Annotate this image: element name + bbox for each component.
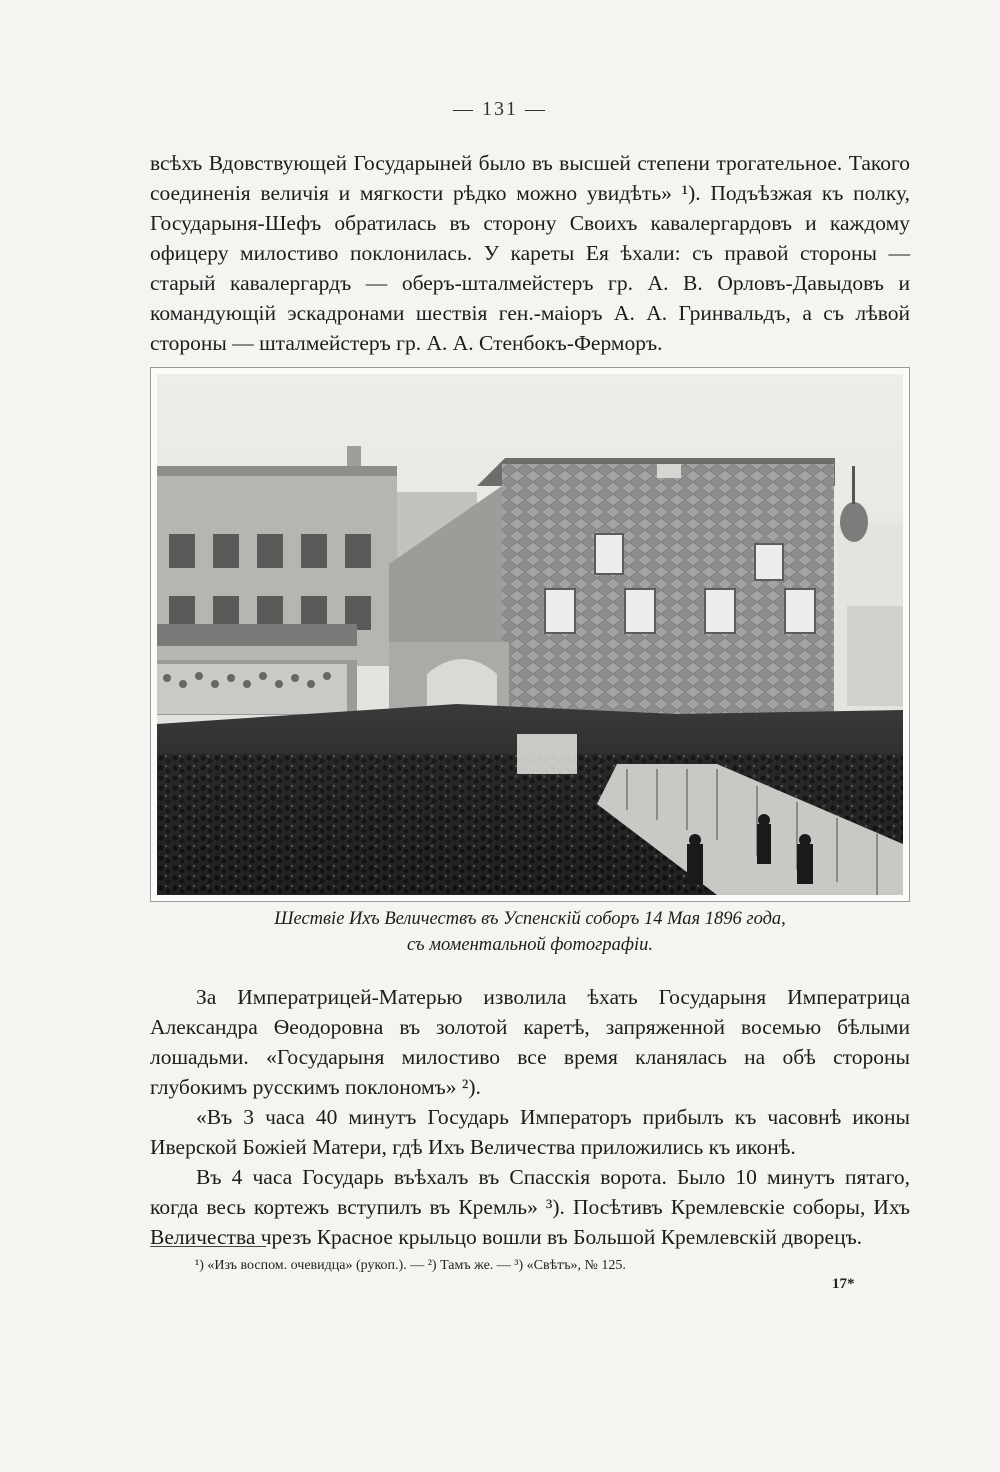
paragraph: Въ 4 часа Государь въѣхалъ въ Спасскія ворота. Было 10 минутъ пятаго, когда весь кортежъ вступилъ въ Кремль» ³). Посѣтивъ Кремлевскіе соборы, Ихъ Величества чрезъ Красное крыльцо вошли въ Большой Кремлевскій дворецъ. [150, 1165, 910, 1249]
footnotes: ¹) «Изъ воспом. очевидца» (рукоп.). — ²) Тамъ же. — ³) «Свѣтъ», № 125. [195, 1258, 626, 1273]
paragraph: За Императрицей-Матерью изволила ѣхать Государыня Императрица Александра Ѳеодоровна въ золотой каретѣ, запряженной восемью бѣлыми лошадьми. «Государыня милостиво все время кланялась на обѣ стороны глубокимъ русскимъ поклономъ» ²). [150, 985, 910, 1099]
caption-line: съ моментальной фотографіи. [407, 935, 653, 955]
footnote-rule [150, 1246, 266, 1247]
signature-mark: 17* [832, 1276, 855, 1292]
caption-line: Шествіе Ихъ Величествъ въ Успенскій соборъ 14 Мая 1896 года, [274, 909, 786, 929]
body-text-top [150, 148, 910, 358]
figure-caption [150, 906, 910, 958]
paragraph: всѣхъ Вдовствующей Государыней было въ высшей степени трогательное. Такого соединенія величія и мягкости рѣдко можно увидѣть» ¹). Подъѣзжая къ полку, Государыня-Шефъ обратилась въ сторону Своихъ кавалергардовъ и каждому офицеру милостиво поклонилась. У кареты Ея ѣхали: съ правой стороны — старый кавалергардъ — оберъ-шталмейстеръ гр. А. В. Орловъ-Давыдовъ и командующій эскадронами шествія ген.-маіоръ А. А. Гринвальдъ, а съ лѣвой стороны — шталмейстеръ гр. А. А. Стенбокъ-Ферморъ. [150, 151, 910, 355]
procession-photograph [157, 374, 903, 895]
page-number: — 131 — [453, 98, 547, 120]
paragraph: «Въ 3 часа 40 минутъ Государь Императоръ прибылъ къ часовнѣ иконы Иверской Божіей Матери, гдѣ Ихъ Величества приложились къ иконѣ. [150, 1105, 910, 1159]
figure-photo-frame [150, 367, 910, 902]
body-text-bottom [150, 982, 910, 1252]
